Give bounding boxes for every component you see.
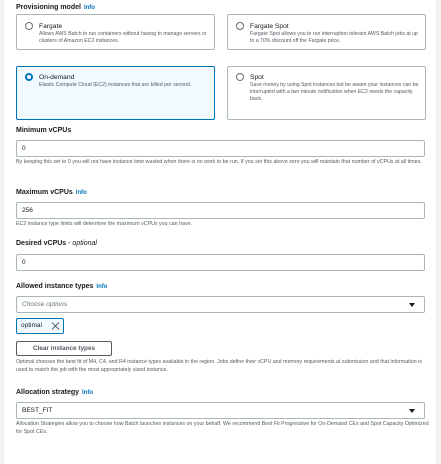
fargate-radio[interactable]: [25, 22, 33, 30]
fargate-spot-description: Fargate Spot allows you to run interruption tolerant AWS Batch jobs at up to a 70% discount off the Fargate price.: [250, 31, 418, 44]
compute-environment-config-panel: [3, 0, 437, 464]
fargate-spot-title: Fargate Spot: [250, 23, 289, 30]
provisioning-model-label: [16, 4, 95, 11]
max-vcpus-label-text: Maximum vCPUs: [16, 189, 73, 196]
provisioning-model-info-link[interactable]: Info: [83, 5, 95, 11]
fargate-description: Allows AWS Batch to run containers without having to manage servers or clusters of Amazon EC2 instances.: [39, 31, 207, 44]
provisioning-model-label-text: Provisioning model: [16, 4, 81, 11]
token-label: optimal: [21, 322, 42, 329]
provisioning-option-fargate-spot[interactable]: [227, 14, 426, 50]
desired-vcpus-input[interactable]: 0: [16, 254, 425, 271]
fargate-title: Fargate: [39, 23, 63, 30]
allocation-strategy-select[interactable]: [16, 402, 425, 419]
min-vcpus-label: Minimum vCPUs: [16, 127, 72, 134]
instance-types-placeholder: Choose options: [22, 301, 68, 308]
allocation-info-link[interactable]: Info: [82, 390, 94, 396]
instance-types-label: [16, 283, 107, 290]
allocation-strategy-hint: Allocation Strategies allow you to choose how Batch launches instances on your behalf. We recommend Best Fit Progressive for On-Demand CEs and Spot Capacity Optimized for Spot CEs.: [16, 421, 429, 435]
caret-down-icon: [409, 409, 415, 413]
on-demand-title: On-demand: [39, 74, 75, 81]
desired-vcpus-label: [16, 240, 97, 247]
max-vcpus-input[interactable]: 256: [16, 202, 425, 219]
clear-instance-types-button[interactable]: Clear instance types: [16, 341, 112, 356]
on-demand-radio[interactable]: [25, 73, 33, 81]
allocation-strategy-label-text: Allocation strategy: [16, 389, 80, 396]
instance-types-label-text: Allowed instance types: [16, 283, 94, 290]
caret-down-icon: [409, 303, 415, 307]
instance-types-hint: Optimal chooses the best fit of M4, C4, and R4 instance types available in the region. Jobs define their vCPU and memory requirements at submission and that information is used to match the job with the most appropriately sized instance.: [16, 359, 423, 373]
spot-description: Save money by using Spot instances but be aware your instances can be interrupted with a two minute notification when EC2 needs the capacity back.: [250, 82, 419, 102]
desired-vcpus-optional: - optional: [68, 240, 97, 247]
on-demand-description: Elastic Compute Cloud (EC2) instances that are billed per second.: [39, 82, 192, 88]
provisioning-option-on-demand[interactable]: [16, 66, 215, 120]
desired-vcpus-label-text: Desired vCPUs: [16, 240, 67, 247]
instance-types-info-link[interactable]: Info: [96, 284, 108, 290]
allocation-strategy-value: BEST_FIT: [22, 407, 53, 414]
allocation-strategy-label: [16, 389, 93, 396]
max-vcpus-hint: EC2 instance type limits will determine the maximum vCPUs you can have.: [16, 221, 193, 227]
fargate-spot-radio[interactable]: [236, 22, 244, 30]
instance-type-token-optimal: [16, 318, 64, 334]
provisioning-option-spot[interactable]: [227, 66, 426, 120]
remove-token-icon[interactable]: [51, 322, 59, 330]
spot-title: Spot: [250, 74, 264, 81]
max-vcpus-info-link[interactable]: Info: [75, 190, 87, 196]
spot-radio[interactable]: [236, 73, 244, 81]
provisioning-option-fargate[interactable]: [16, 14, 215, 50]
instance-types-select[interactable]: [16, 296, 425, 313]
min-vcpus-input[interactable]: 0: [16, 140, 425, 157]
max-vcpus-label: [16, 189, 87, 196]
min-vcpus-hint: By keeping this set to 0 you will not have instance time wasted when there is no work to be run. If you set this above zero you will maintain that number of vCPUs at all times.: [16, 159, 422, 165]
